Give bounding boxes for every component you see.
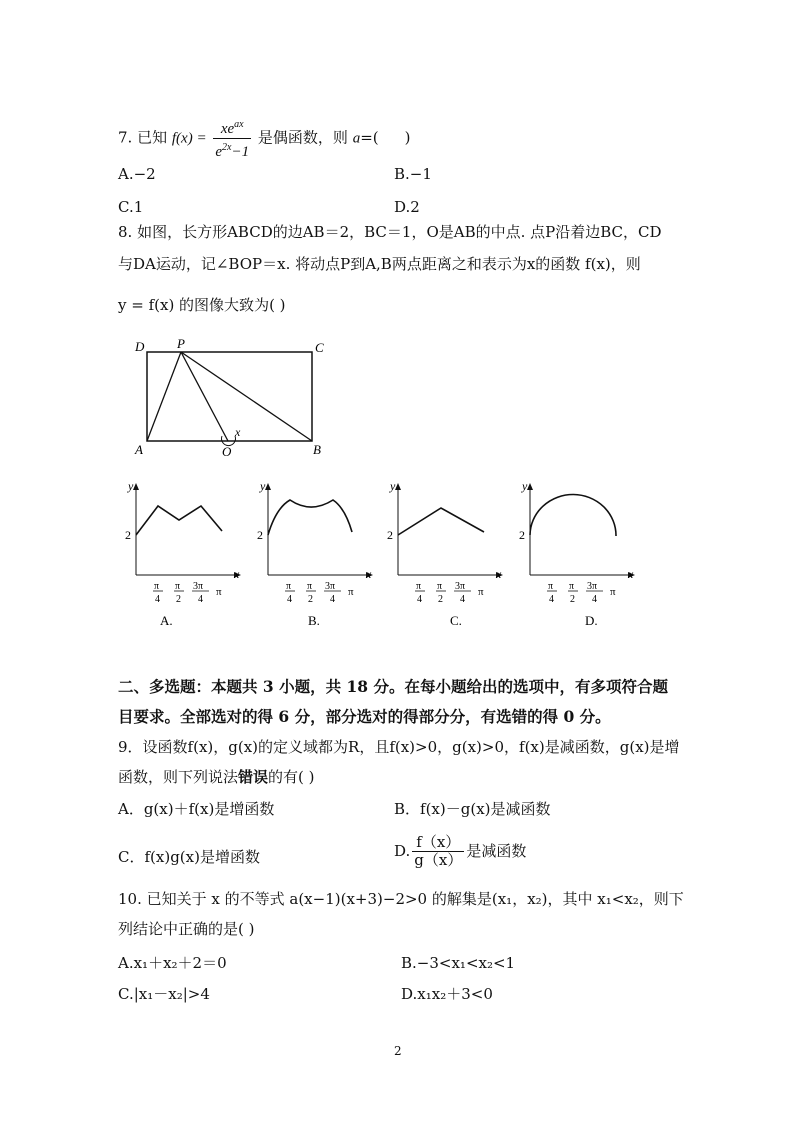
label-o: O [222,444,232,459]
rectangle-abcd [147,352,312,441]
segment-po [181,352,228,441]
graph-d-pi: π [610,586,616,598]
graph-b-label: B. [308,613,320,628]
q7-option-a: A.−2 [118,165,156,183]
q7-lead: 已知 [137,128,168,147]
graph-b-pi: π [348,586,354,598]
label-c: C [315,340,324,355]
q7-option-c: C.1 [118,198,144,216]
graph-c [380,478,510,628]
segment-pb [181,352,312,441]
label-b: B [313,442,321,457]
q7-den-exp: 2x [222,142,232,153]
q9-option-a: A．g(x)＋f(x)是增函数 [118,800,275,818]
svg-text:π: π [437,581,443,592]
svg-text:3π: 3π [193,581,204,592]
svg-text:2: 2 [438,594,443,605]
graph-d-label: D. [585,613,598,628]
q9-line2-pre: 函数，则下列说法 [118,768,239,786]
graph-c-pi: π [478,586,484,598]
svg-text:4: 4 [549,594,554,605]
q7-den-tail: −1 [231,144,250,160]
svg-text:4: 4 [287,594,292,605]
page-number: 2 [394,1044,402,1058]
svg-text:π: π [154,581,160,592]
q7-den: e [215,144,223,160]
svg-text:4: 4 [330,594,335,605]
q9-option-d-num: f（x） [412,834,464,852]
q9-option-d [394,834,526,869]
graph-c-y-label: y [390,479,396,493]
q9-option-c: C．f(x)g(x)是增函数 [118,848,260,866]
svg-text:2: 2 [176,594,181,605]
q7-num-exp: ax [234,119,244,130]
graph-d-y-label: y [522,479,528,493]
svg-text:2: 2 [308,594,313,605]
q7-func: f(x) = [171,130,207,147]
segment-pa [147,352,181,441]
graph-a-y-label: y [128,479,134,493]
graph-d-two: 2 [519,528,525,542]
graph-d-curve [530,494,616,536]
graph-a-curve [136,506,222,535]
q9-option-d-prefix: D. [394,842,411,860]
q7-stem [118,116,410,161]
q9-emphasis: 错误 [238,768,269,786]
q9-option-b: B．f(x)－g(x)是减函数 [394,800,551,818]
graph-d [512,478,642,628]
graph-b-y-label: y [260,479,266,493]
q9-line2 [118,766,315,788]
label-angle-x: x [235,425,241,439]
graph-b-two: 2 [257,528,263,542]
graph-c-two: 2 [387,528,393,542]
svg-text:4: 4 [417,594,422,605]
section2-line2: 目要求。全部选对的得 6 分，部分选对的得部分分，有选错的得 0 分。 [118,707,611,726]
svg-text:π: π [548,581,554,592]
graph-c-x-label: x [496,567,502,581]
label-a: A [135,442,143,457]
q7-tail2: =( [360,128,379,147]
graph-a-x-label: x [234,567,240,581]
svg-text:2: 2 [570,594,575,605]
q7-var: a [352,130,361,147]
graph-b [250,478,380,628]
svg-text:4: 4 [155,594,160,605]
q10-option-b: B.−3<x₁<x₂<1 [401,954,516,972]
q9-option-d-fraction [412,834,464,869]
q8-line1: 8. 如图，长方形ABCD的边AB＝2，BC＝1，O是AB的中点. 点P沿着边BC，CD [118,223,662,241]
svg-text:4: 4 [198,594,203,605]
q10-line2: 列结论中正确的是( ) [118,920,255,938]
rectangle-figure [125,330,340,460]
svg-text:π: π [416,581,422,592]
graph-c-curve [398,508,484,535]
graph-c-label: C. [450,613,462,628]
q10-option-d: D.x₁x₂＋3<0 [401,985,493,1003]
q7-tail: 是偶函数，则 [257,128,348,147]
graph-a-label: A. [160,613,173,628]
svg-text:3π: 3π [325,581,336,592]
label-d: D [135,339,145,354]
graph-a [118,478,248,628]
q7-number: 7. [118,128,133,147]
q10-line1: 10. 已知关于 x 的不等式 a(x−1)(x+3)−2>0 的解集是(x₁，x₂)，其中 x₁<x₂，则下 [118,890,684,908]
q8-line2: 与DA运动，记∠BOP＝x. 将动点P到A,B两点距离之和表示为x的函数 f(x)，则 [118,255,641,273]
q9-option-d-post: 是减函数 [466,842,527,860]
svg-text:4: 4 [460,594,465,605]
q9-line2-post: 的有( ) [268,768,315,786]
q7-num: xe [220,121,235,137]
svg-text:4: 4 [592,594,597,605]
svg-text:π: π [286,581,292,592]
svg-text:3π: 3π [455,581,466,592]
q10-option-a: A.x₁＋x₂＋2＝0 [118,954,227,972]
q7-close: ) [404,128,411,147]
q10-option-c: C.|x₁－x₂|>4 [118,985,210,1003]
q8-line3: y = f(x) 的图像大致为( ) [118,296,286,314]
graph-a-two: 2 [125,528,131,542]
q7-option-b: B.−1 [394,165,432,183]
graph-d-x-label: x [628,567,634,581]
svg-text:π: π [307,581,313,592]
graph-b-x-label: x [366,567,372,581]
svg-text:3π: 3π [587,581,598,592]
label-p: P [177,336,185,351]
q7-option-d: D.2 [394,198,420,216]
graph-b-curve [268,500,352,535]
q7-fraction [213,116,251,161]
q9-option-d-den: g（x） [414,851,463,869]
svg-text:π: π [175,581,181,592]
section2-line1: 二、多选题：本题共 3 小题，共 18 分。在每小题给出的选项中，有多项符合题 [118,677,668,696]
q9-line1: 9．设函数f(x)，g(x)的定义域都为R，且f(x)>0，g(x)>0，f(x)是减函数，g(x)是增 [118,738,680,756]
graph-a-pi: π [216,586,222,598]
svg-text:π: π [569,581,575,592]
